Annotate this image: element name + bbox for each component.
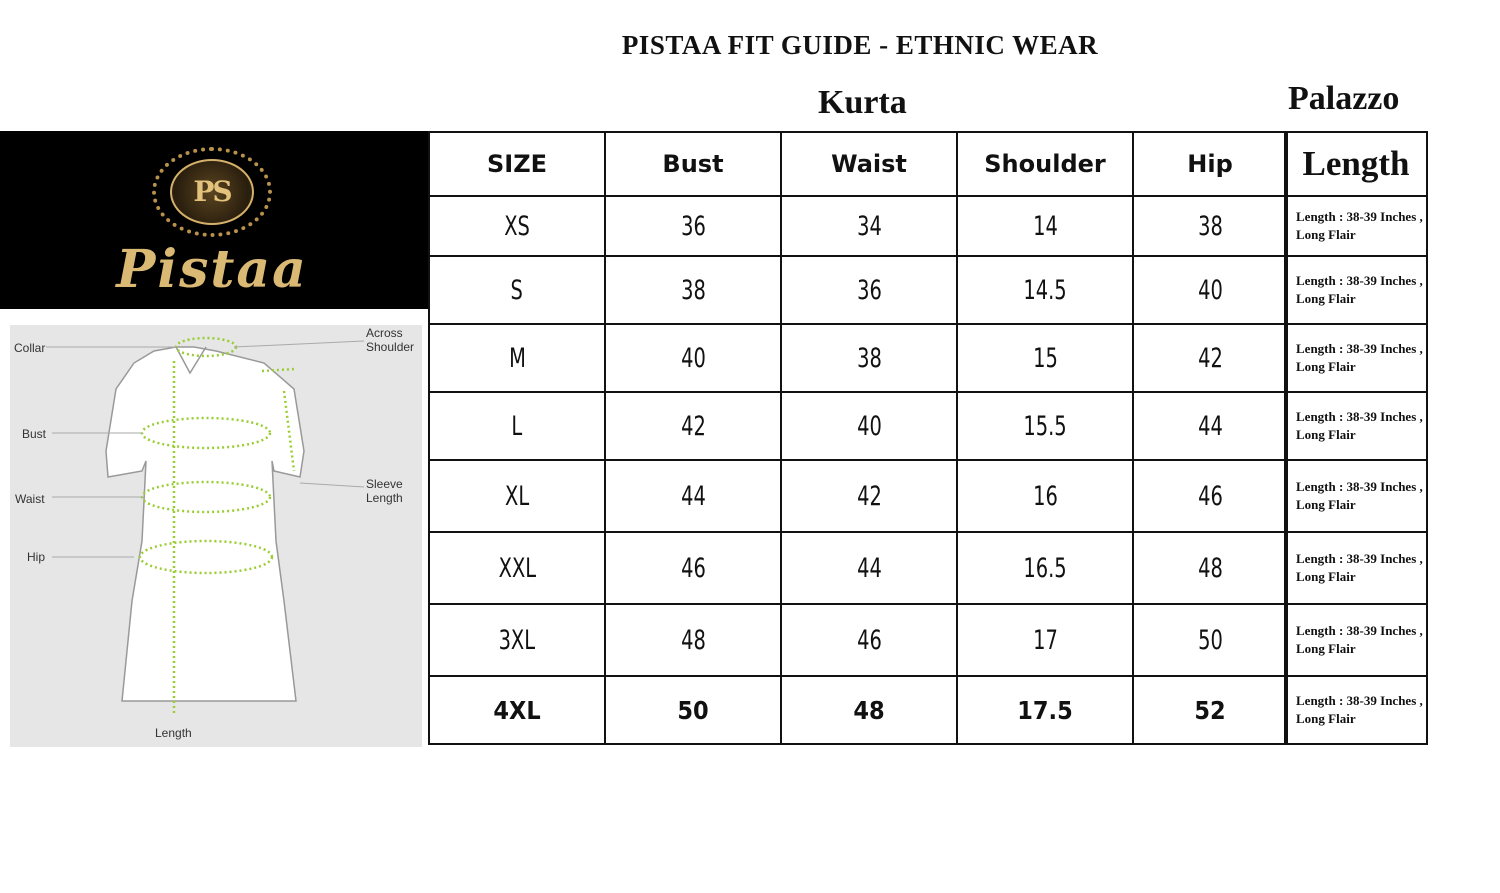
bust-label: Bust [22,427,47,441]
bust-cell: 36 [680,210,706,242]
palazzo-length-cell: Length : 38-39 Inches , Long Flair [1285,676,1427,744]
waist-cell: 36 [856,274,882,306]
hip-cell: 42 [1197,342,1223,374]
table-row [429,676,1287,744]
palazzo-length-cell: Length : 38-39 Inches , Long Flair [1285,196,1427,256]
kurta-section-title: Kurta [818,84,907,121]
size-cell: L [511,410,523,442]
table-row [1285,460,1427,532]
brand-logo-panel [0,131,430,309]
shoulder-cell: 14.5 [1023,274,1067,306]
waist-cell: 40 [856,410,882,442]
size-cell: XS [504,210,530,242]
palazzo-length-cell: Length : 38-39 Inches , Long Flair [1285,392,1427,460]
table-row [429,604,1287,676]
bust-cell: 50 [677,695,709,725]
shoulder-cell: 16.5 [1023,552,1067,584]
waist-cell: 44 [856,552,882,584]
size-cell: 3XL [498,624,536,656]
bust-cell: 48 [680,624,706,656]
table-row [1285,676,1427,744]
size-cell: M [508,342,526,374]
bust-cell: 40 [680,342,706,374]
sleeve-length-label: Sleeve Length [366,477,403,505]
palazzo-length-cell: Length : 38-39 Inches , Long Flair [1285,324,1427,392]
bust-cell: 44 [680,480,706,512]
table-row [1285,196,1427,256]
across-shoulder-label: Across Shoulder [366,326,415,354]
table-header-row [1285,132,1427,196]
waist-cell: 42 [856,480,882,512]
hip-cell: 44 [1197,410,1223,442]
shoulder-cell: 17 [1032,624,1058,656]
hip-cell: 40 [1197,274,1223,306]
column-header-size: SIZE [429,132,605,196]
palazzo-length-cell: Length : 38-39 Inches , Long Flair [1285,256,1427,324]
column-header-hip: Hip [1133,132,1287,196]
table-row [429,256,1287,324]
shoulder-cell: 15 [1032,342,1058,374]
waist-cell: 46 [856,624,882,656]
column-header-length: Length [1285,132,1427,196]
logo-wordmark: Pistaa [116,239,308,300]
kurta-outline-icon [4,311,428,747]
table-row [1285,324,1427,392]
shoulder-cell: 14 [1032,210,1058,242]
shoulder-cell: 16 [1032,480,1058,512]
size-cell: XL [504,480,530,512]
palazzo-length-cell: Length : 38-39 Inches , Long Flair [1285,460,1427,532]
table-row [1285,256,1427,324]
length-label: Length [155,726,192,740]
hip-cell: 50 [1197,624,1223,656]
table-row [1285,532,1427,604]
logo-monogram: PS [193,175,231,208]
waist-cell: 48 [853,695,885,725]
table-row [429,392,1287,460]
waist-cell: 38 [856,342,882,374]
shoulder-cell: 17.5 [1017,695,1073,725]
hip-cell: 48 [1197,552,1223,584]
palazzo-length-cell: Length : 38-39 Inches , Long Flair [1285,532,1427,604]
column-header-waist: Waist [781,132,957,196]
size-cell: XXL [498,552,536,584]
table-row [429,324,1287,392]
hip-cell: 38 [1197,210,1223,242]
shoulder-cell: 15.5 [1023,410,1067,442]
palazzo-section-title: Palazzo [1288,80,1400,117]
kurta-size-table [428,131,1288,745]
table-row [429,532,1287,604]
palazzo-size-table [1284,131,1428,745]
size-cell: 4XL [493,695,541,725]
bust-cell: 46 [680,552,706,584]
column-header-shoulder: Shoulder [957,132,1133,196]
hip-label: Hip [27,550,46,564]
column-header-bust: Bust [605,132,781,196]
bust-cell: 38 [680,274,706,306]
bust-cell: 42 [680,410,706,442]
hip-cell: 46 [1197,480,1223,512]
table-header-row [429,132,1287,196]
page-title: PISTAA FIT GUIDE - ETHNIC WEAR [621,30,1099,60]
table-row [429,196,1287,256]
palazzo-length-cell: Length : 38-39 Inches , Long Flair [1285,604,1427,676]
size-cell: S [510,274,524,306]
table-row [1285,392,1427,460]
waist-cell: 34 [856,210,882,242]
table-row [1285,604,1427,676]
measurement-diagram [4,311,428,747]
collar-label: Collar [14,341,46,355]
table-row [429,460,1287,532]
waist-label: Waist [15,492,45,506]
hip-cell: 52 [1194,695,1226,725]
